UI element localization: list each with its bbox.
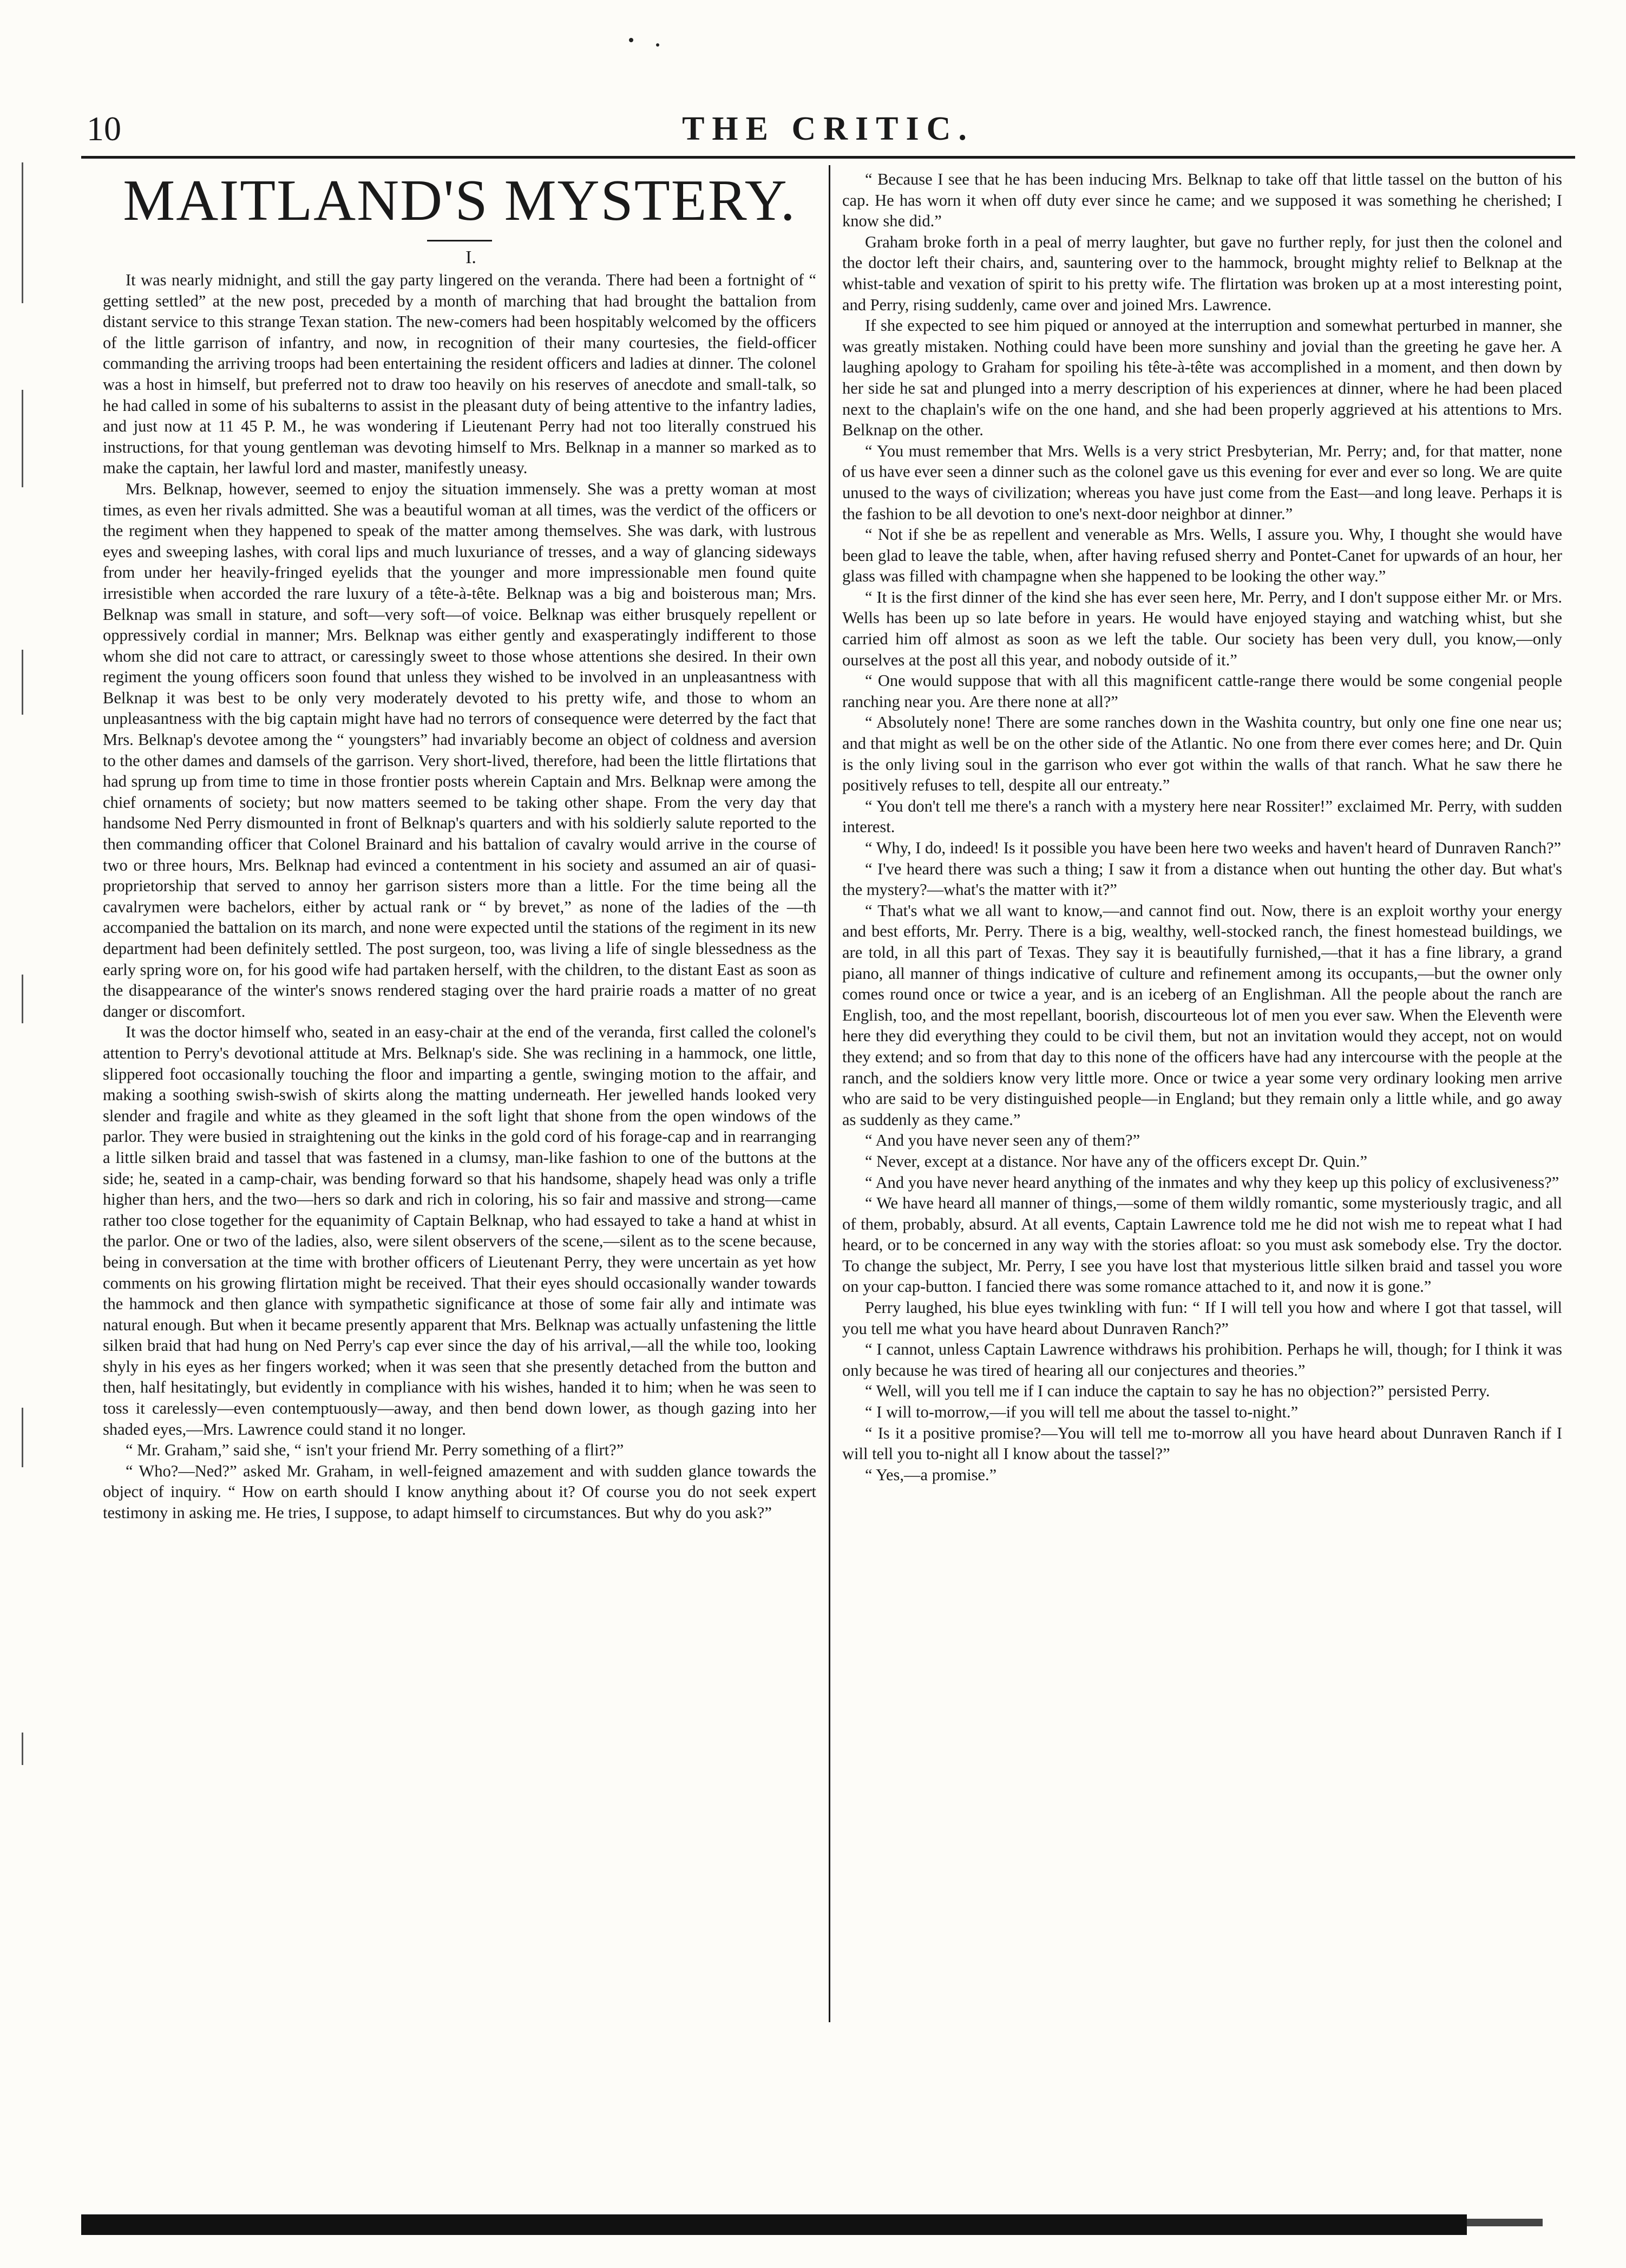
page-header [81, 107, 1575, 151]
paragraph: Mrs. Belknap, however, seemed to enjoy the situation immensely. She was a pretty woman at most times, as even her rivals admitted. She was a beautiful woman at all times, was the verdict of the officers or the regiment when they happened to speak of the matter among themselves. She was dark, with lustrous eyes and sweeping lashes, with coral lips and much luxuriance of tresses, and a way of glancing sideways from under her heavily-fringed eyelids that the younger and more impressionable men found quite irresistible when accorded the rare luxury of a tête-à-tête. Belknap was a big and boisterous man; Mrs. Belknap was small in stature, and soft—very soft—of voice. Belknap was either brusquely repellent or oppressively cordial in manner; Mrs. Belknap was either gently and exasperatingly indifferent to those whom she did not care to attract, or caressingly sweet to those whose attentions she desired. In their own regiment the young officers soon found that unless they wished to be involved in an unpleasantness with Belknap it was best to be only very moderately devoted to his pretty wife, and those to whom an unpleasantness with the big captain might have had no terrors of consequence were deterred by the fact that Mrs. Belknap's devotee among the “ youngsters” had invariably become an object of coldness and aversion to the other dames and damsels of the garrison. Very short-lived, therefore, had been the little flirtations that had sprung up from time to time in those frontier posts wherein Captain and Mrs. Belknap were among the chief ornaments of society; but now matters seemed to be taking other shape. From the very day that handsome Ned Perry dismounted in front of Belknap's quarters and with his soldierly salute reported to the then commanding officer that Colonel Brainard and his battalion of cavalry would arrive in the course of two or three hours, Mrs. Belknap had evinced a contentment in his society and assumed an air of quasi-proprietorship that served to annoy her garrison sisters more than a little. For the time being all the cavalrymen were bachelors, either by actual rank or “ by brevet,” as none of the ladies of the —th accompanied the battalion on its march, and none were expected until the stations of the regiment in its new department had been definitely settled. The post surgeon, too, was living a life of single blessedness as the early spring wore on, for his good wife had partaken herself, with the children, to the distant East as soon as the disappearance of the winter's snows rendered staging over the hard prairie roads a matter of no great danger or discomfort. [103, 479, 816, 1021]
paragraph: “ It is the first dinner of the kind she has ever seen here, Mr. Perry, and I don't suppose either Mr. or Mrs. Wells has been up so late before in years. He would have enjoyed staying and watching whist, but she carried him off almost as soon as we left the table. Our society has been very dull, you know,—only ourselves at the post all this year, and nobody outside of it.” [842, 587, 1562, 669]
paragraph: “ Why, I do, indeed! Is it possible you have been here two weeks and haven't heard of Dunraven Ranch?” [865, 839, 1562, 857]
paragraph: “ Who?—Ned?” asked Mr. Graham, in well-feigned amazement and with sudden glance towards the object of inquiry. “ How on earth should I know anything about it? Of course you do not seek expert testimony in asking me. He tries, I suppose, to adapt himself to circumstances. But why do you ask?” [103, 1461, 816, 1522]
paragraph: “ And you have never heard anything of the inmates and why they keep up this policy of exclusiveness?” [865, 1173, 1559, 1192]
paragraph: Graham broke forth in a peal of merry laughter, but gave no further reply, for just then the colonel and the doctor left their chairs, and, sauntering over to the hammock, brought mighty relief to Belknap at the whist-table and vexation of spirit to his pretty wife. The flirtation was broken up at a most interesting point, and Perry, rising suddenly, came over and joined Mrs. Lawrence. [842, 232, 1562, 314]
paragraph: Perry laughed, his blue eyes twinkling with fun: “ If I will tell you how and where I got that tassel, will you tell me what you have heard about Dunraven Ranch?” [842, 1298, 1562, 1338]
paragraph: “ Well, will you tell me if I can induce the captain to say he has no objection?” persisted Perry. [865, 1382, 1490, 1401]
paragraph: “ One would suppose that with all this magnificent cattle-range there would be some congenial people ranching near you. Are there none at all?” [842, 671, 1562, 711]
bottom-print-bar-tail [1467, 2219, 1543, 2226]
section-rule [427, 240, 492, 241]
bottom-print-bar [81, 2214, 1467, 2235]
paragraph: “ We have heard all manner of things,—some of them wildly romantic, some mysteriously tragic, and all of them, probably, absurd. At all events, Captain Lawrence told me he did not wish me to repeat what I had heard, or to be concerned in any way with the stories afloat: so you must ask somebody else. Try the doctor. To change the subject, Mr. Perry, I see you have lost that mysterious little silken braid and tassel you wore on your cap-button. I fancied there was some romance attached to it, and now it is gone.” [842, 1194, 1562, 1296]
paragraph: “ Yes,—a promise.” [865, 1465, 997, 1484]
paragraph: “ Not if she be as repellent and venerable as Mrs. Wells, I assure you. Why, I thought she would have been glad to leave the table, when, after having refused sherry and Pontet-Canet for upwards of an hour, her glass was filled with champagne when she happened to be looking the other way.” [842, 525, 1562, 586]
left-column [103, 165, 816, 2017]
paragraph: “ Because I see that he has been inducing Mrs. Belknap to take off that little tassel on the button of his cap. He has worn it when off duty ever since he came; and we supposed it was something he cherished; I know she did.” [842, 170, 1562, 231]
paragraph: “ Mr. Graham,” said she, “ isn't your friend Mr. Perry something of a flirt?” [126, 1441, 624, 1460]
ink-speck [629, 38, 633, 42]
paragraph: It was the doctor himself who, seated in an easy-chair at the end of the veranda, first called the colonel's attention to Perry's devotional attitude at Mrs. Belknap's side. She was reclining in a hammock, one little, slippered foot occasionally touching the floor and imparting a gentle, swinging motion to the affair, and making a soothing swish-swish of skirts along the matting underneath. Her jewelled hands looked very slender and fragile and white as they gleamed in the soft light that shone from the open windows of the parlor. They were busied in straightening out the kinks in the gold cord of his forage-cap and in rearranging a little silken braid and tassel that was fastened in a clumsy, man-like fashion to one of the buttons at the side; he, seated in a camp-chair, was bending forward so that his handsome, shapely head was only a trifle higher than hers, and the two—hers so dark and rich in coloring, his so fair and massive and strong—came rather too close together for the equanimity of Captain Belknap, who had essayed to take a hand at whist in the parlor. One or two of the ladies, also, were silent observers of the scene,—silent as to the scene because, being in conversation at the time with brother officers of Lieutenant Perry, they were uncertain as yet how comments on his growing flirtation might be received. That their eyes should occasionally wander towards the hammock and then glance with sympathetic significance at those of some fair ally and intimate was natural enough. But when it became presently apparent that Mrs. Belknap was actually unfastening the little silken braid that had hung on Ned Perry's cap ever since the day of his arrival,—all the while too, looking shyly in his eyes as her fingers worked; when it was seen that she presently detached from the button and then, half hesitatingly, but evidently in compliance with his wishes, handed it to him; when he was seen to toss it carelessly—even contemptuously—away, and then bend down lower, as though gazing into her shaded eyes,—Mrs. Lawrence could stand it no longer. [103, 1023, 816, 1439]
header-rule [81, 156, 1575, 159]
paragraph: “ Is it a positive promise?—You will tell me to-morrow all you have heard about Dunraven Ranch if I will tell you to-night all I know about the tassel?” [842, 1423, 1562, 1463]
paragraph: “ And you have never seen any of them?” [865, 1131, 1140, 1150]
paragraph: “ You don't tell me there's a ranch with a mystery here near Rossiter!” exclaimed Mr. Perry, with sudden interest. [842, 796, 1562, 836]
ink-speck [656, 43, 659, 47]
right-column [842, 169, 1562, 2021]
paragraph: “ I will to-morrow,—if you will tell me about the tassel to-night.” [865, 1403, 1299, 1422]
binding-edge-marks [22, 162, 32, 2166]
paragraph: “ Never, except at a distance. Nor have any of the officers except Dr. Quin.” [865, 1152, 1368, 1171]
paragraph: “ You must remember that Mrs. Wells is a very strict Presbyterian, Mr. Perry; and, for that matter, none of us have ever seen a dinner such as the colonel gave us this evening for ever and ever so long. We are quite unused to the ways of civilization; whereas you have just come from the East—and long leave. Perhaps it is the fashion to be all devotion to one's next-door neighbor at dinner.” [842, 441, 1562, 523]
paragraph: “ I've heard there was such a thing; I saw it from a distance when out hunting the other day. But what's the mystery?—what's the matter with it?” [842, 859, 1562, 899]
paragraph: “ That's what we all want to know,—and cannot find out. Now, there is an exploit worthy your energy and best efforts, Mr. Perry. There is a big, wealthy, well-stocked ranch, the finest homestead buildings, we are told, in all this part of Texas. They say it is beautifully furnished,—that it has a fine library, a grand piano, all manner of things indicative of culture and refinement among its occupants,—but the owner only comes round once or twice a year, and is an iceberg of an Englishman. All the people about the ranch are English, too, and the most repellant, boorish, discourteous lot of men you ever saw. When the Eleventh were here they did everything they could to be civil them, but not an invitation would they accept, not on would they extend; and so from that day to this none of the officers have had any intercourse with the people at the ranch, and the soldiers know very little more. Once or twice a year some very ordinary looking men arrive who are said to be very distinguished people—in England; but they remain only a little while, and go away as suddenly as they came.” [842, 901, 1562, 1129]
running-head: THE CRITIC. [682, 110, 974, 147]
article-title: MAITLAND'S MYSTERY. [123, 168, 796, 233]
page-number: 10 [87, 109, 121, 148]
paragraph: “ Absolutely none! There are some ranches down in the Washita country, but only one fine one near us; and that might as well be on the other side of the Atlantic. No one from there ever comes here; and Dr. Quin is the only living soul in the garrison who ever got within the walls of that ranch. What he saw there he positively refuses to tell, despite all our entreaty.” [842, 713, 1562, 795]
paragraph: “ I cannot, unless Captain Lawrence withdraws his prohibition. Perhaps he will, though; for I think it was only because he was tired of hearing all our conjectures and theories.” [842, 1340, 1562, 1380]
column-rule [829, 165, 830, 2022]
paragraph: It was nearly midnight, and still the gay party lingered on the veranda. There had been a fortnight of “ getting settled” at the new post, preceded by a month of marching that had brought the battalion from distant service to this strange Texan station. The new-comers had been hospitably welcomed by the officers of the little garrison of infantry, and now, in recognition of their many courtesies, the field-officer commanding the arriving troops had been entertaining the resident officers and ladies at dinner. The colonel was a host in himself, but preferred not to draw too heavily on his reserves of anecdote and small-talk, so he had called in some of his subalterns to assist in the pleasant duty of being attentive to the infantry ladies, and just now at 11 45 P. M., he was wondering if Lieutenant Perry had not too literally construed his instructions, for that young gentleman was devoting himself to Mrs. Belknap in a manner so marked as to make the captain, her lawful lord and master, manifestly uneasy. [103, 271, 816, 478]
section-number: I. [465, 247, 476, 267]
paragraph: If she expected to see him piqued or annoyed at the interruption and somewhat perturbed in manner, she was greatly mistaken. Nothing could have been more sunshiny and jovial than the greeting he gave her. A laughing apology to Graham for spoiling his tête-à-tête was accomplished in a moment, and then down by her side he sat and plunged into a merry description of his experiences at dinner, where he had been placed next to the chaplain's wife on the one hand, and she had been properly aggrieved at his attentions to Mrs. Belknap on the other. [842, 316, 1562, 440]
